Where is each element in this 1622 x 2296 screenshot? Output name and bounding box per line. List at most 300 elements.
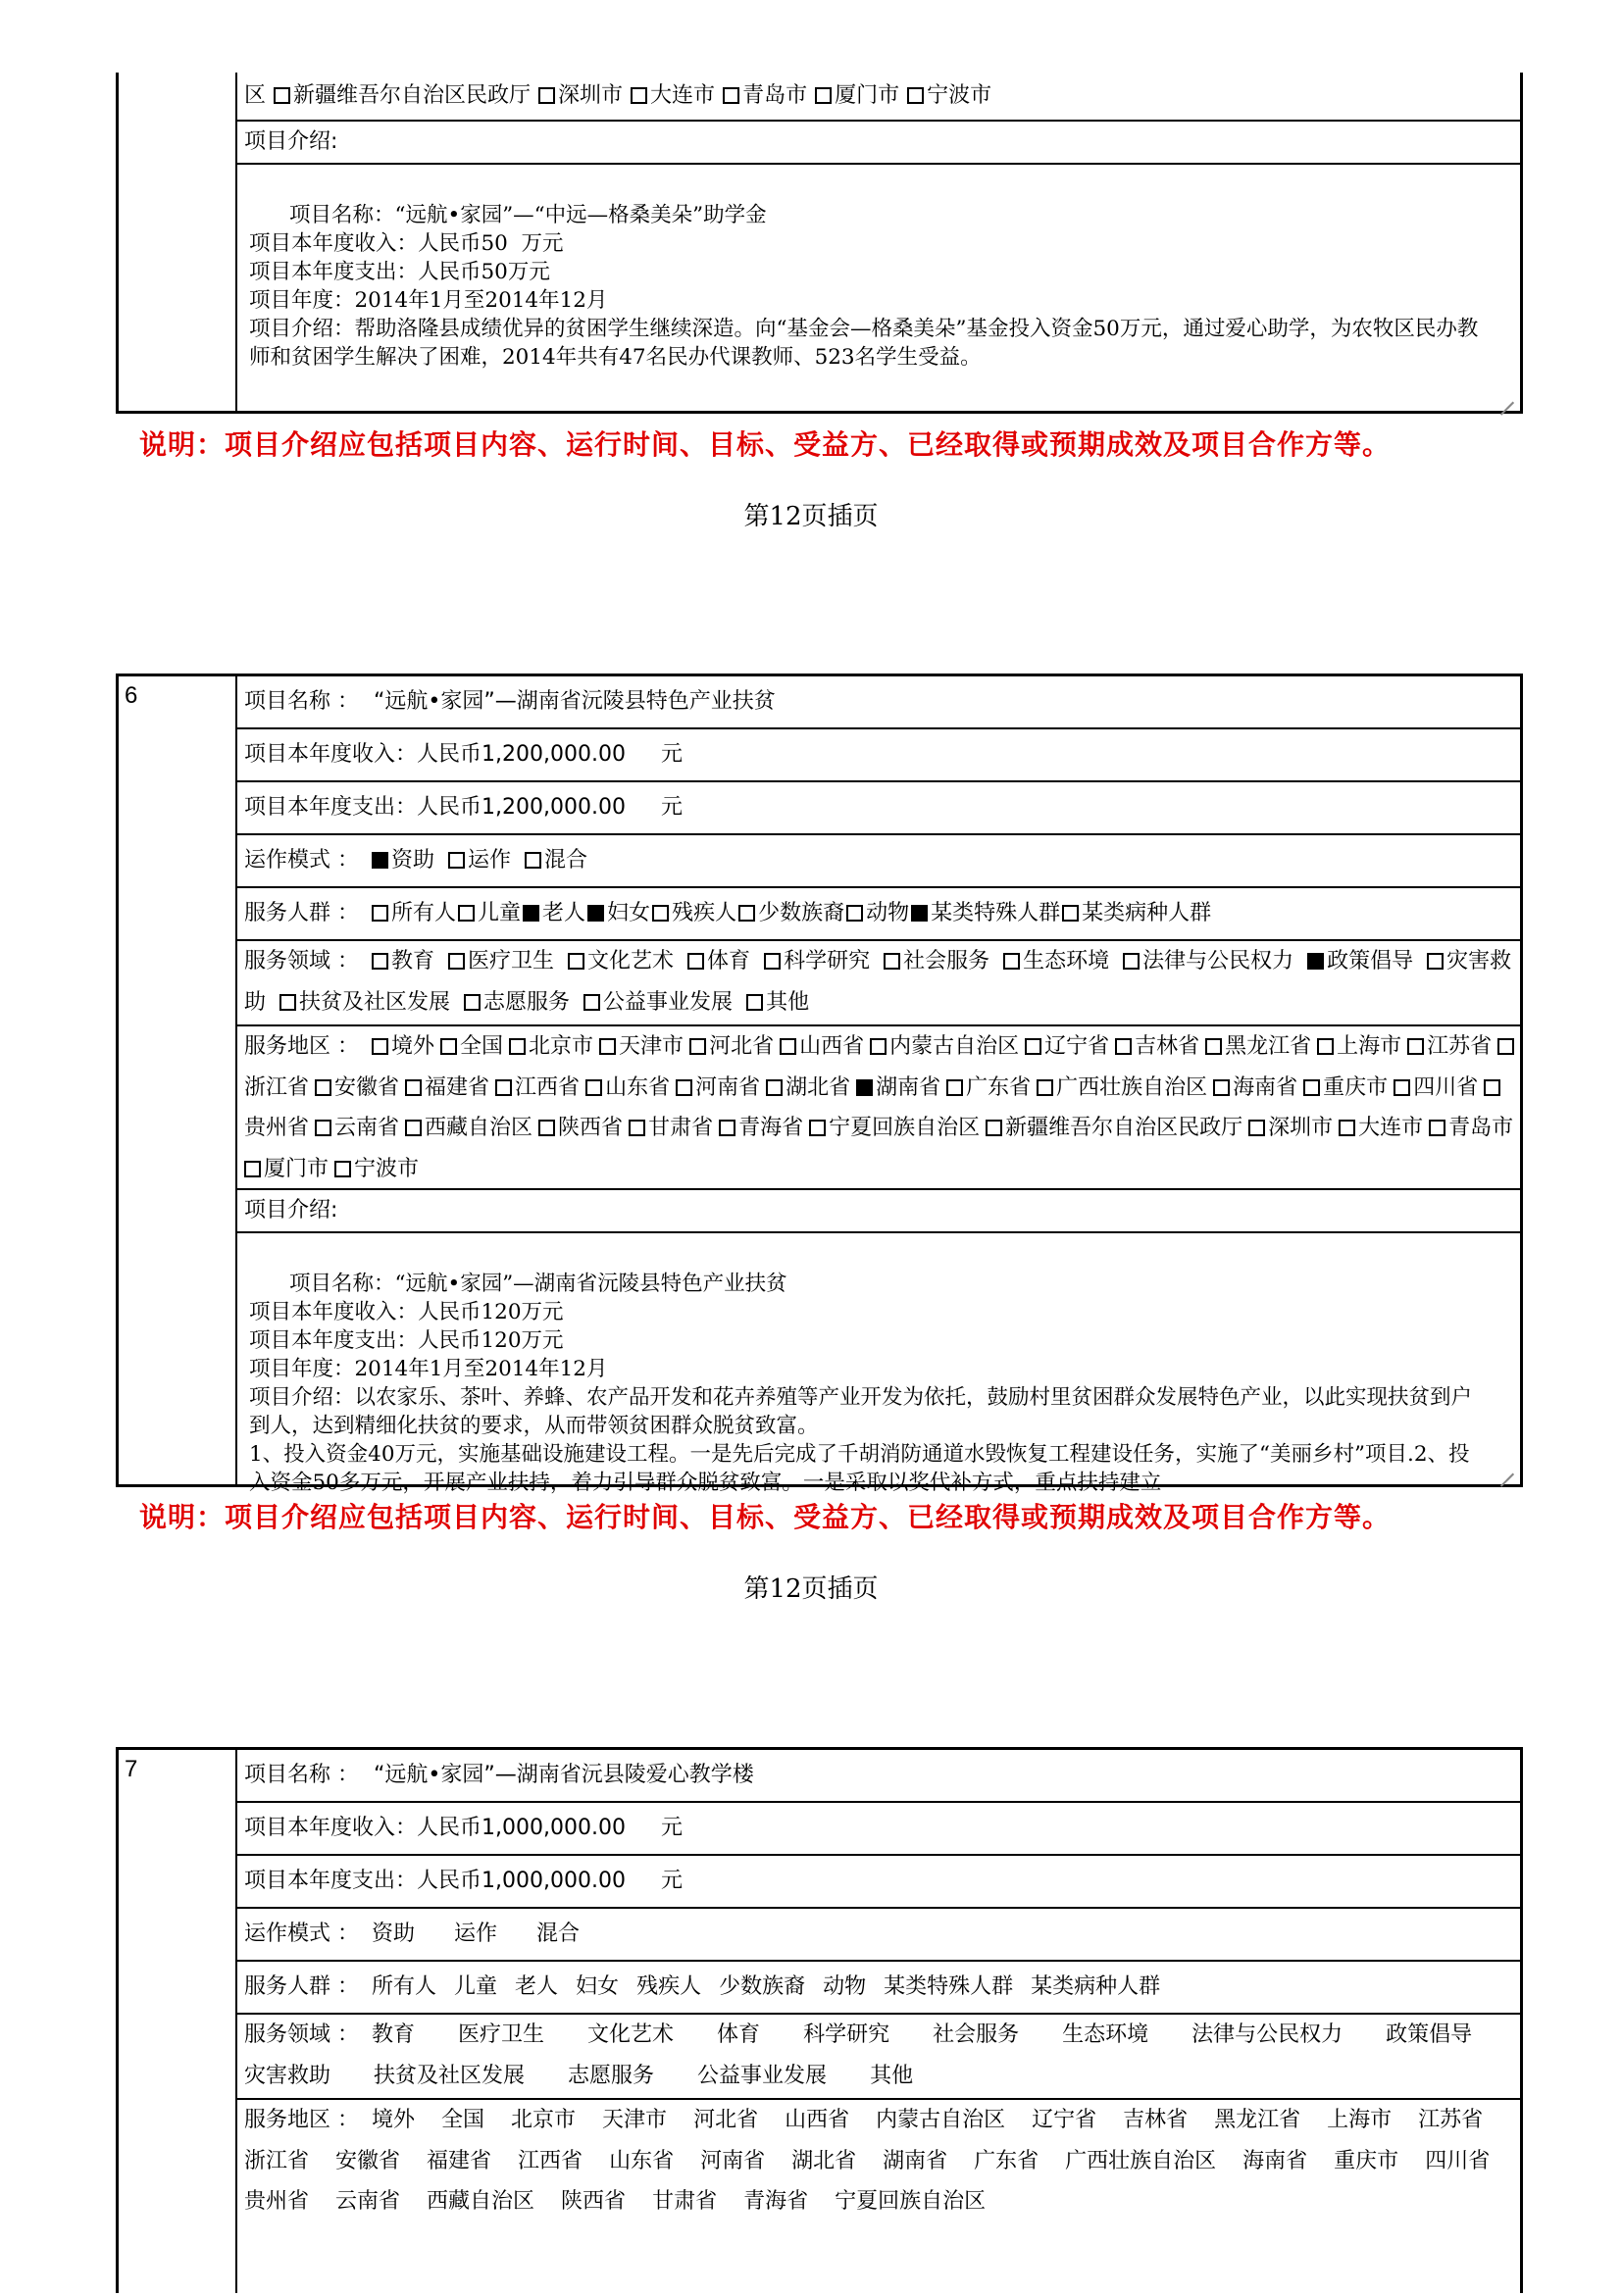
checkbox-checked-icon[interactable] <box>911 905 928 922</box>
checkbox-empty-icon[interactable] <box>464 994 481 1011</box>
checkbox-empty-icon[interactable] <box>1248 1120 1265 1136</box>
option-checkbox[interactable] <box>448 848 511 873</box>
option-checkbox[interactable] <box>780 1034 864 1059</box>
option-label: 科学研究 <box>784 949 871 973</box>
option-checkbox[interactable] <box>764 949 870 973</box>
option-checkbox[interactable] <box>583 990 733 1015</box>
checkbox-checked-icon[interactable] <box>587 905 604 922</box>
option-checkbox[interactable] <box>315 1075 399 1100</box>
expense-value[interactable]: 人民币1,200,000.00 <box>417 795 626 820</box>
option-checkbox[interactable] <box>1123 949 1293 973</box>
option-label: 甘肃省 <box>648 1116 714 1140</box>
option-checkbox[interactable] <box>791 2149 856 2173</box>
option-checkbox[interactable] <box>809 1116 980 1140</box>
option-label: 广东省 <box>974 2148 1039 2173</box>
option-label: 科学研究 <box>803 2022 890 2047</box>
checkbox-empty-icon[interactable] <box>372 905 388 922</box>
option-label: 妇女 <box>576 1974 620 1999</box>
option-checkbox[interactable] <box>1214 2108 1300 2132</box>
option-label: 教育 <box>372 2022 416 2047</box>
option-label: 辽宁省 <box>1044 1034 1110 1059</box>
checkbox-empty-icon[interactable] <box>1407 1038 1424 1055</box>
checkbox-empty-icon[interactable] <box>1317 1038 1334 1055</box>
option-label: 区 <box>244 83 267 108</box>
option-label: 陕西省 <box>558 1116 624 1140</box>
option-label: 江苏省 <box>1427 1034 1493 1059</box>
checkbox-empty-icon[interactable] <box>631 87 647 104</box>
checkbox-empty-icon[interactable] <box>1429 1120 1445 1136</box>
option-label: 大连市 <box>650 83 716 108</box>
checkbox-empty-icon[interactable] <box>525 852 541 869</box>
checkbox-empty-icon[interactable] <box>495 1079 512 1096</box>
option-checkbox[interactable] <box>405 1116 532 1140</box>
option-checkbox[interactable] <box>652 2189 717 2214</box>
option-checkbox[interactable] <box>244 83 266 108</box>
option-checkbox[interactable] <box>405 1075 489 1100</box>
option-checkbox[interactable] <box>719 1116 803 1140</box>
option-checkbox[interactable] <box>372 1922 415 1946</box>
checkbox-empty-icon[interactable] <box>315 1079 331 1096</box>
option-checkbox[interactable] <box>1115 1034 1199 1059</box>
option-checkbox[interactable] <box>629 1116 713 1140</box>
option-checkbox[interactable] <box>274 83 531 108</box>
service-region-options <box>244 2108 1516 2214</box>
option-checkbox[interactable] <box>870 2064 913 2088</box>
option-label: 黑龙江省 <box>1225 1034 1312 1059</box>
option-checkbox[interactable] <box>1191 2022 1343 2047</box>
option-checkbox[interactable] <box>689 1034 774 1059</box>
checkbox-empty-icon[interactable] <box>1303 1079 1320 1096</box>
option-checkbox[interactable] <box>652 901 736 925</box>
option-label: 体育 <box>707 949 751 973</box>
option-label: 医疗卫生 <box>468 949 555 973</box>
checkbox-empty-icon[interactable] <box>334 1161 351 1177</box>
checkbox-empty-icon[interactable] <box>1025 1038 1041 1055</box>
expense-unit: 元 <box>660 1869 683 1893</box>
option-label: 河南省 <box>700 2148 766 2173</box>
resize-grip-icon[interactable] <box>1498 1459 1514 1474</box>
checkbox-empty-icon[interactable] <box>652 905 669 922</box>
option-checkbox[interactable] <box>1062 901 1211 925</box>
option-checkbox[interactable] <box>815 83 899 108</box>
option-checkbox[interactable] <box>700 2149 765 2173</box>
checkbox-empty-icon[interactable] <box>568 953 584 970</box>
option-label: 运作 <box>468 848 512 873</box>
option-checkbox[interactable] <box>738 901 844 925</box>
option-checkbox[interactable] <box>335 2189 400 2214</box>
item-number: 6 <box>125 682 138 709</box>
option-label: 其他 <box>766 989 810 1015</box>
option-checkbox[interactable] <box>244 2064 330 2088</box>
option-label: 生态环境 <box>1023 949 1110 973</box>
option-checkbox[interactable] <box>587 901 650 925</box>
option-label: 少数族裔 <box>719 1974 806 1999</box>
project-intro-textarea[interactable] <box>237 1233 1520 1495</box>
checkbox-checked-icon[interactable] <box>372 852 388 869</box>
option-checkbox[interactable] <box>372 848 434 873</box>
option-label: 吉林省 <box>1135 1034 1200 1059</box>
checkbox-empty-icon[interactable] <box>538 87 555 104</box>
checkbox-empty-icon[interactable] <box>746 994 763 1011</box>
operation-mode-row <box>237 835 1520 888</box>
option-label: 妇女 <box>607 901 651 925</box>
option-checkbox[interactable] <box>636 1974 701 1999</box>
option-checkbox[interactable] <box>279 990 450 1015</box>
option-checkbox[interactable] <box>458 901 521 925</box>
service-field-row <box>237 2015 1520 2100</box>
checkbox-empty-icon[interactable] <box>274 87 290 104</box>
option-label: 公益事业发展 <box>697 2063 828 2088</box>
option-label: 灾害救助 <box>244 2063 331 2088</box>
checkbox-empty-icon[interactable] <box>809 1120 826 1136</box>
project-block-5-tail <box>116 73 1523 414</box>
option-checkbox[interactable] <box>427 2149 491 2173</box>
option-checkbox[interactable] <box>1213 1075 1297 1100</box>
option-label: 生态环境 <box>1062 2022 1149 2047</box>
checkbox-empty-icon[interactable] <box>846 905 863 922</box>
checkbox-empty-icon[interactable] <box>1123 953 1140 970</box>
option-checkbox[interactable] <box>1386 2022 1472 2047</box>
option-label: 北京市 <box>529 1034 594 1059</box>
checkbox-empty-icon[interactable] <box>583 994 600 1011</box>
checkbox-empty-icon[interactable] <box>1427 953 1444 970</box>
option-label: 辽宁省 <box>1032 2108 1097 2132</box>
option-checkbox[interactable] <box>599 1034 684 1059</box>
checkbox-empty-icon[interactable] <box>1339 1120 1355 1136</box>
option-checkbox[interactable] <box>986 1116 1242 1140</box>
number-column <box>119 73 237 411</box>
income-unit: 元 <box>660 742 683 767</box>
option-label: 社会服务 <box>903 949 990 973</box>
number-column <box>119 1750 237 2293</box>
income-value[interactable]: 人民币1,200,000.00 <box>417 742 626 767</box>
option-checkbox[interactable] <box>509 1034 593 1059</box>
option-checkbox[interactable] <box>876 2108 1005 2132</box>
project-block-6 <box>116 674 1523 1495</box>
expense-row <box>237 782 1520 835</box>
option-label: 文化艺术 <box>587 949 675 973</box>
option-checkbox[interactable] <box>743 2189 808 2214</box>
option-checkbox[interactable] <box>454 1974 497 1999</box>
option-label: 动物 <box>823 1974 867 1999</box>
checkbox-empty-icon[interactable] <box>405 1079 422 1096</box>
option-checkbox[interactable] <box>587 2022 674 2047</box>
option-checkbox[interactable] <box>974 2149 1039 2173</box>
option-checkbox[interactable] <box>511 2108 576 2132</box>
checkbox-empty-icon[interactable] <box>815 87 832 104</box>
option-label: 北京市 <box>511 2108 577 2132</box>
checkbox-empty-icon[interactable] <box>1484 1079 1500 1096</box>
option-checkbox[interactable] <box>609 2149 674 2173</box>
option-checkbox[interactable] <box>870 1034 1019 1059</box>
option-label: 山东省 <box>605 1074 671 1100</box>
option-checkbox[interactable] <box>1425 2149 1490 2173</box>
option-checkbox[interactable] <box>1394 1075 1478 1100</box>
region-options <box>244 83 999 108</box>
checkbox-checked-icon[interactable] <box>523 905 539 922</box>
option-checkbox[interactable] <box>723 83 807 108</box>
option-label: 体育 <box>717 2022 761 2047</box>
option-label: 四川省 <box>1413 1074 1479 1100</box>
page-insert-label: 第12页插页 <box>743 502 879 531</box>
expense-value[interactable]: 人民币1,000,000.00 <box>417 1869 626 1893</box>
option-checkbox[interactable] <box>372 901 456 925</box>
option-checkbox[interactable] <box>585 1075 670 1100</box>
expense-unit: 元 <box>660 795 683 820</box>
checkbox-empty-icon[interactable] <box>538 1120 555 1136</box>
option-label: 陕西省 <box>561 2189 627 2214</box>
checkbox-empty-icon[interactable] <box>1115 1038 1132 1055</box>
option-checkbox[interactable] <box>536 1922 580 1946</box>
checkbox-empty-icon[interactable] <box>1037 1079 1053 1096</box>
option-checkbox[interactable] <box>676 1075 760 1100</box>
option-label: 江西省 <box>515 1074 581 1100</box>
option-label: 湖南省 <box>876 1074 941 1100</box>
option-checkbox[interactable] <box>883 2149 947 2173</box>
option-checkbox[interactable] <box>1123 2108 1188 2132</box>
option-checkbox[interactable] <box>334 1157 419 1181</box>
option-checkbox[interactable] <box>803 2022 889 2047</box>
option-checkbox[interactable] <box>717 2022 760 2047</box>
intro-label-row <box>237 1190 1520 1233</box>
checkbox-empty-icon[interactable] <box>723 87 739 104</box>
option-checkbox[interactable] <box>441 2108 484 2132</box>
checkbox-empty-icon[interactable] <box>405 1120 422 1136</box>
option-label: 全国 <box>460 1034 504 1059</box>
option-checkbox[interactable] <box>1429 1116 1513 1140</box>
option-checkbox[interactable] <box>568 949 674 973</box>
option-checkbox[interactable] <box>458 2022 544 2047</box>
service-people-row <box>237 888 1520 941</box>
income-row <box>237 729 1520 782</box>
option-label: 河南省 <box>695 1074 761 1100</box>
option-checkbox[interactable] <box>856 1075 940 1100</box>
option-checkbox[interactable] <box>244 2149 309 2173</box>
option-checkbox[interactable] <box>372 1974 436 1999</box>
option-label: 山西省 <box>799 1034 865 1059</box>
option-label: 某类特殊人群 <box>884 1974 1014 1999</box>
service-field-options <box>244 949 1511 1015</box>
option-checkbox[interactable] <box>440 1034 503 1059</box>
option-checkbox[interactable] <box>515 1974 558 1999</box>
option-checkbox[interactable] <box>495 1075 580 1100</box>
checkbox-empty-icon[interactable] <box>509 1038 526 1055</box>
option-checkbox[interactable] <box>1003 949 1109 973</box>
checkbox-empty-icon[interactable] <box>884 953 900 970</box>
option-checkbox[interactable] <box>746 990 809 1015</box>
option-label: 新疆维吾尔自治区民政厅 <box>1005 1116 1243 1140</box>
resize-grip-icon[interactable] <box>1498 387 1514 403</box>
option-label: 宁夏回族自治区 <box>835 2189 987 2214</box>
checkbox-empty-icon[interactable] <box>372 953 388 970</box>
option-checkbox[interactable] <box>719 1974 805 1999</box>
option-label: 江西省 <box>518 2148 583 2173</box>
checkbox-empty-icon[interactable] <box>1205 1038 1222 1055</box>
checkbox-empty-icon[interactable] <box>676 1079 692 1096</box>
checkbox-empty-icon[interactable] <box>907 87 924 104</box>
income-value[interactable]: 人民币1,000,000.00 <box>417 1816 626 1840</box>
option-label: 黑龙江省 <box>1214 2108 1301 2132</box>
option-checkbox[interactable] <box>1334 2149 1398 2173</box>
option-label: 福建省 <box>425 1074 490 1100</box>
checkbox-empty-icon[interactable] <box>448 953 465 970</box>
project-name-value[interactable]: “远航•家园”—湖南省沅县陵爱心教学楼 <box>374 1763 754 1787</box>
option-checkbox[interactable] <box>1418 2108 1483 2132</box>
option-checkbox[interactable] <box>568 2064 654 2088</box>
option-label: 厦门市 <box>264 1156 329 1181</box>
option-checkbox[interactable] <box>846 901 909 925</box>
option-checkbox[interactable] <box>523 901 585 925</box>
option-checkbox[interactable] <box>427 2189 534 2214</box>
option-checkbox[interactable] <box>1025 1034 1109 1059</box>
checkbox-empty-icon[interactable] <box>1213 1079 1230 1096</box>
checkbox-empty-icon[interactable] <box>986 1120 1002 1136</box>
checkbox-empty-icon[interactable] <box>448 852 465 869</box>
checkbox-empty-icon[interactable] <box>1062 905 1079 922</box>
option-label: 深圳市 <box>558 83 624 108</box>
option-checkbox[interactable] <box>538 83 623 108</box>
option-checkbox[interactable] <box>697 2064 827 2088</box>
option-label: 天津市 <box>602 2108 668 2132</box>
checkbox-empty-icon[interactable] <box>738 905 755 922</box>
option-checkbox[interactable] <box>1307 949 1413 973</box>
option-checkbox[interactable] <box>1339 1116 1423 1140</box>
option-label: 大连市 <box>1358 1116 1424 1140</box>
option-checkbox[interactable] <box>1327 2108 1392 2132</box>
service-people-label: 服务人群 ： <box>244 901 359 925</box>
project-name-value[interactable]: “远航•家园”—湖南省沅陵县特色产业扶贫 <box>374 689 776 714</box>
option-label: 青海省 <box>738 1116 804 1140</box>
service-people-options <box>372 901 1213 925</box>
checkbox-checked-icon[interactable] <box>1307 953 1324 970</box>
checkbox-empty-icon[interactable] <box>458 905 475 922</box>
checkbox-empty-icon[interactable] <box>870 1038 887 1055</box>
option-checkbox[interactable] <box>448 949 554 973</box>
option-checkbox[interactable] <box>561 2189 626 2214</box>
option-checkbox[interactable] <box>372 2108 415 2132</box>
option-label: 新疆维吾尔自治区民政厅 <box>293 83 532 108</box>
checkbox-checked-icon[interactable] <box>856 1079 873 1096</box>
income-row <box>237 1803 1520 1856</box>
checkbox-empty-icon[interactable] <box>1394 1079 1410 1096</box>
option-checkbox[interactable] <box>823 1974 866 1999</box>
option-checkbox[interactable] <box>1248 1116 1333 1140</box>
option-label: 混合 <box>536 1922 581 1946</box>
option-checkbox[interactable] <box>454 1922 497 1946</box>
option-checkbox[interactable] <box>687 949 750 973</box>
checkbox-empty-icon[interactable] <box>599 1038 616 1055</box>
checkbox-empty-icon[interactable] <box>315 1120 331 1136</box>
option-label: 深圳市 <box>1268 1116 1334 1140</box>
checkbox-empty-icon[interactable] <box>440 1038 457 1055</box>
option-checkbox[interactable] <box>244 1157 329 1181</box>
option-checkbox[interactable] <box>1031 1974 1160 1999</box>
option-checkbox[interactable] <box>315 1116 399 1140</box>
option-checkbox[interactable] <box>1032 2108 1096 2132</box>
option-label: 某类特殊人群 <box>931 901 1061 925</box>
option-checkbox[interactable] <box>244 2189 309 2214</box>
option-label: 运作 <box>454 1922 498 1946</box>
option-checkbox[interactable] <box>911 901 1060 925</box>
checkbox-empty-icon[interactable] <box>719 1120 735 1136</box>
option-label: 湖南省 <box>883 2148 948 2173</box>
checkbox-empty-icon[interactable] <box>244 1161 261 1177</box>
option-checkbox[interactable] <box>538 1116 623 1140</box>
project-name-label: 项目名称 ： <box>244 1763 359 1787</box>
option-label: 吉林省 <box>1123 2108 1189 2132</box>
checkbox-empty-icon[interactable] <box>946 1079 963 1096</box>
checkbox-empty-icon[interactable] <box>372 1038 388 1055</box>
option-checkbox[interactable] <box>835 2189 986 2214</box>
option-checkbox[interactable] <box>374 2064 525 2088</box>
option-label: 广西壮族自治区 <box>1065 2148 1217 2173</box>
option-checkbox[interactable] <box>631 83 715 108</box>
option-checkbox[interactable] <box>372 949 434 973</box>
expense-row <box>237 1856 1520 1909</box>
option-checkbox[interactable] <box>1407 1034 1492 1059</box>
option-checkbox[interactable] <box>933 2022 1019 2047</box>
option-label: 宁波市 <box>354 1156 420 1181</box>
option-checkbox[interactable] <box>518 2149 583 2173</box>
option-checkbox[interactable] <box>602 2108 667 2132</box>
checkbox-empty-icon[interactable] <box>764 953 781 970</box>
checkbox-empty-icon[interactable] <box>629 1120 645 1136</box>
option-checkbox[interactable] <box>1242 2149 1307 2173</box>
option-checkbox[interactable] <box>1303 1075 1388 1100</box>
page-insert-label: 第12页插页 <box>743 1574 879 1604</box>
option-label: 某类病种人群 <box>1031 1974 1161 1999</box>
option-checkbox[interactable] <box>1037 1075 1207 1100</box>
option-checkbox[interactable] <box>693 2108 758 2132</box>
checkbox-empty-icon[interactable] <box>1003 953 1020 970</box>
checkbox-empty-icon[interactable] <box>687 953 704 970</box>
checkbox-empty-icon[interactable] <box>766 1079 783 1096</box>
project-intro-text: 项目名称：“远航•家园”—湖南省沅陵县特色产业扶贫 项目本年度收入：人民币120万元 项目本年度支出：人民币120万元 项目年度：2014年1月至2014年12月 项目介绍：以农家乐、茶叶、养蜂、农产品开发和花卉养殖等产业开发为依托，鼓励村里贫困群众发展特色产业，以此实现扶贫到户到人，达到精细化扶贫的要求，从而带领贫困群众脱贫致富。 1、投入资金40万元，实施基础设施建设工程。一是先后完成了千胡消防通道水毁恢复工程建设任务，实施了“美丽乡村”项目.2、投入资金50多万元，开展产业扶持，着力引导群众脱贫致富。一是采取以奖代补方式，重点扶持建立 <box>249 1272 1473 1495</box>
option-checkbox[interactable] <box>464 990 570 1015</box>
option-checkbox[interactable] <box>946 1075 1031 1100</box>
intro-label-row <box>237 122 1520 165</box>
option-checkbox[interactable] <box>884 949 989 973</box>
option-checkbox[interactable] <box>335 2149 400 2173</box>
checkbox-empty-icon[interactable] <box>780 1038 796 1055</box>
option-checkbox[interactable] <box>372 1034 434 1059</box>
option-checkbox[interactable] <box>372 2022 415 2047</box>
option-checkbox[interactable] <box>1065 2149 1216 2173</box>
option-checkbox[interactable] <box>1317 1034 1401 1059</box>
checkbox-empty-icon[interactable] <box>1497 1038 1514 1055</box>
project-intro-textarea[interactable] <box>237 165 1520 409</box>
option-label: 上海市 <box>1327 2108 1393 2132</box>
option-checkbox[interactable] <box>785 2108 849 2132</box>
option-checkbox[interactable] <box>1205 1034 1311 1059</box>
option-label: 重庆市 <box>1323 1074 1389 1100</box>
option-checkbox[interactable] <box>525 848 587 873</box>
option-checkbox[interactable] <box>884 1974 1013 1999</box>
checkbox-empty-icon[interactable] <box>279 994 296 1011</box>
option-checkbox[interactable] <box>576 1974 619 1999</box>
checkbox-empty-icon[interactable] <box>689 1038 706 1055</box>
option-checkbox[interactable] <box>1062 2022 1148 2047</box>
option-label: 其他 <box>870 2063 914 2088</box>
service-region-label: 服务地区 ： <box>244 1034 359 1059</box>
option-checkbox[interactable] <box>907 83 991 108</box>
option-label: 法律与公民权力 <box>1142 949 1294 973</box>
option-label: 安徽省 <box>334 1074 400 1100</box>
checkbox-empty-icon[interactable] <box>585 1079 602 1096</box>
option-label: 海南省 <box>1242 2148 1308 2173</box>
option-checkbox[interactable] <box>766 1075 850 1100</box>
option-label: 四川省 <box>1425 2148 1491 2173</box>
